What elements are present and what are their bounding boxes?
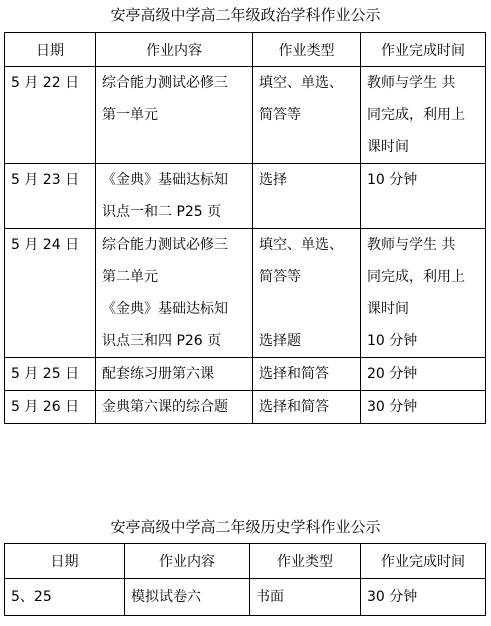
date-cell: [5, 391, 96, 424]
time-cell: [361, 67, 486, 164]
type-cell: [253, 229, 361, 358]
header-date: 日期: [5, 33, 96, 67]
type-line: 填空、单选、: [259, 237, 343, 253]
header-row: [5, 544, 486, 579]
date-text: 5 月 22 日: [11, 75, 80, 91]
time-line: 10 分钟: [367, 333, 418, 349]
type-line: 选择: [259, 172, 287, 188]
type-line: 填空、单选、: [259, 75, 343, 91]
type-line: 选择和简答: [259, 366, 329, 382]
history-table-title: 安亭高级中学高二年级历史学科作业公示: [110, 518, 381, 536]
content-cell: [96, 164, 253, 229]
time-cell: [361, 229, 486, 358]
type-line: 选择题: [259, 333, 301, 349]
history-homework-table: [4, 543, 486, 616]
header-content: 作业内容: [125, 544, 250, 579]
date-text: 5 月 25 日: [11, 366, 80, 382]
content-text: 模拟试卷六: [131, 589, 201, 605]
time-text: 30 分钟: [367, 589, 418, 605]
time-cell: [361, 579, 486, 616]
header-time: 作业完成时间: [361, 544, 486, 579]
time-line: 教师与学生 共: [367, 75, 456, 91]
date-cell: [5, 67, 96, 164]
header-date: 日期: [5, 544, 125, 579]
type-line: 简答等: [259, 107, 301, 123]
type-cell: [253, 67, 361, 164]
time-line: 同完成，利用上: [367, 107, 465, 123]
date-cell: [5, 358, 96, 391]
date-cell: [5, 229, 96, 358]
header-content: 作业内容: [96, 33, 253, 67]
content-cell: [96, 391, 253, 424]
content-cell: [96, 358, 253, 391]
time-line: 课时间: [367, 139, 409, 155]
header-type: 作业类型: [250, 544, 361, 579]
date-text: 5 月 26 日: [11, 399, 80, 415]
time-line: 20 分钟: [367, 366, 418, 382]
date-text: 5、25: [11, 589, 52, 605]
type-line: 简答等: [259, 269, 301, 285]
table-row: [5, 579, 486, 616]
header-type: 作业类型: [253, 33, 361, 67]
content-line: 《金典》基础达标知: [102, 301, 228, 317]
type-text: 书面: [256, 589, 284, 605]
table-row: [5, 164, 486, 229]
content-line: 金典第六课的综合题: [102, 399, 228, 415]
time-line: 教师与学生 共: [367, 237, 456, 253]
content-cell: [125, 579, 250, 616]
table-row: [5, 358, 486, 391]
politics-table-title: 安亭高级中学高二年级政治学科作业公示: [110, 6, 381, 24]
time-cell: [361, 164, 486, 229]
content-line: 综合能力测试必修三: [102, 237, 228, 253]
table-row: [5, 391, 486, 424]
content-line: 识点三和四 P26 页: [102, 333, 222, 349]
type-line: [253, 293, 360, 325]
header-time: 作业完成时间: [361, 33, 486, 67]
politics-homework-table: [4, 32, 486, 424]
type-cell: [253, 358, 361, 391]
time-cell: [361, 358, 486, 391]
date-cell: [5, 579, 125, 616]
time-line: 同完成，利用上: [367, 269, 465, 285]
table-row: [5, 229, 486, 358]
date-text: 5 月 24 日: [11, 237, 80, 253]
time-line: 30 分钟: [367, 399, 418, 415]
content-line: 配套练习册第六课: [102, 366, 214, 382]
type-cell: [253, 164, 361, 229]
content-line: 识点一和二 P25 页: [102, 204, 222, 220]
content-line: 第一单元: [102, 107, 158, 123]
content-cell: [96, 229, 253, 358]
time-line: 10 分钟: [367, 172, 418, 188]
time-line: 课时间: [367, 301, 409, 317]
content-line: 《金典》基础达标知: [102, 172, 228, 188]
header-row: [5, 33, 486, 67]
content-cell: [96, 67, 253, 164]
time-cell: [361, 391, 486, 424]
type-cell: [253, 391, 361, 424]
date-cell: [5, 164, 96, 229]
content-line: 第二单元: [102, 269, 158, 285]
type-line: 选择和简答: [259, 399, 329, 415]
type-cell: [250, 579, 361, 616]
table-row: [5, 67, 486, 164]
date-text: 5 月 23 日: [11, 172, 80, 188]
content-line: 综合能力测试必修三: [102, 75, 228, 91]
